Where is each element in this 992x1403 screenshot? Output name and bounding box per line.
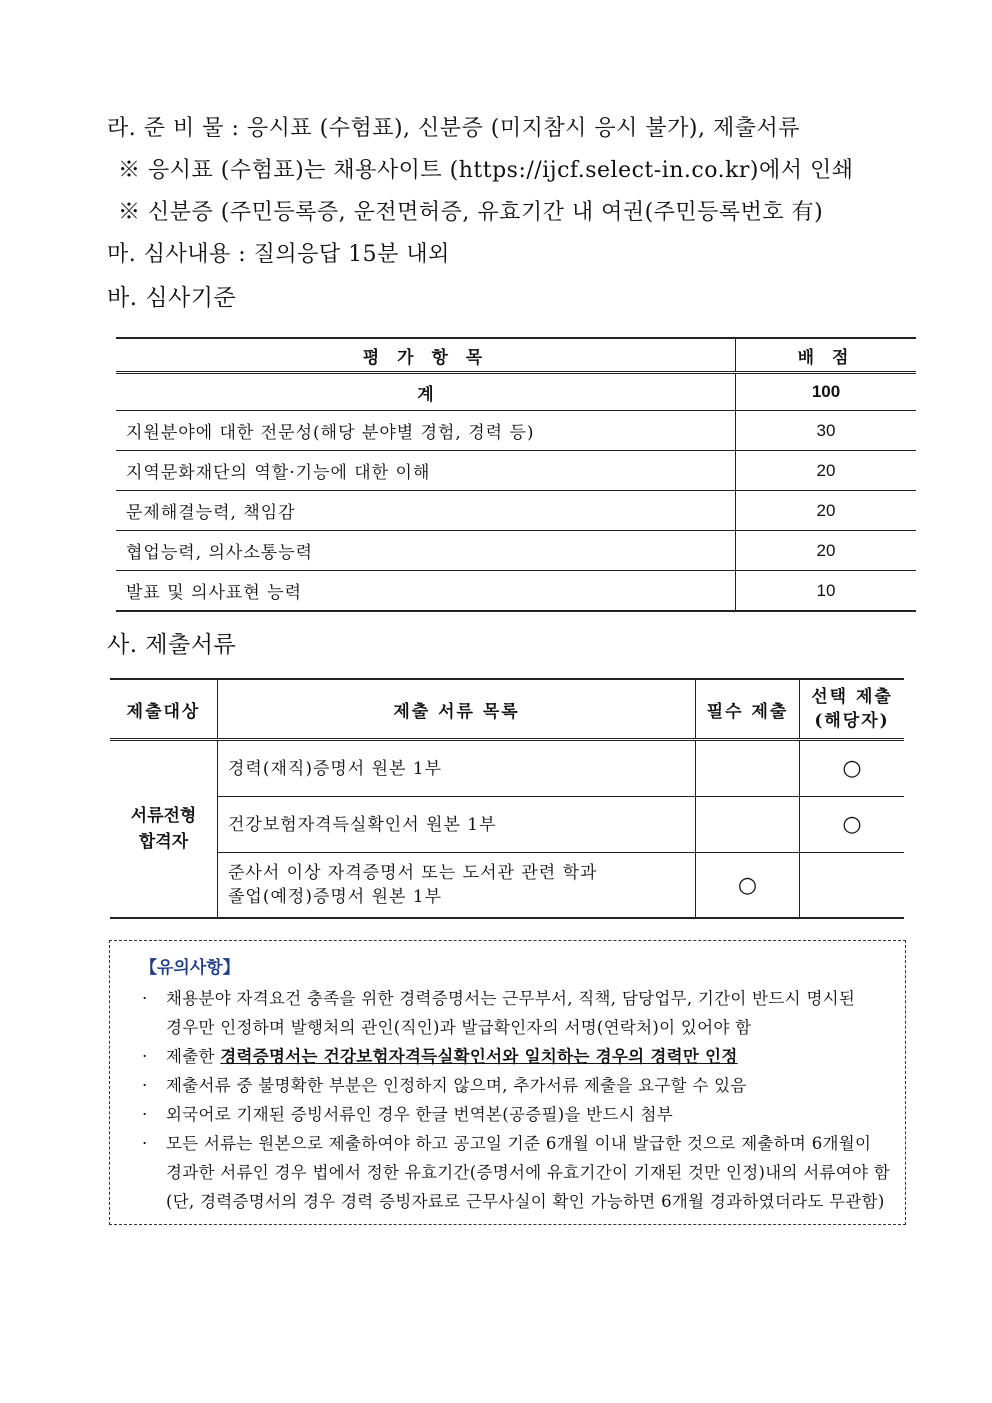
header-target: 제출대상 — [110, 679, 218, 740]
optional-mark — [800, 853, 905, 919]
table-row — [110, 740, 904, 797]
eval-item: 문제해결능력, 책임감 — [116, 491, 736, 531]
eval-item: 발표 및 의사표현 능력 — [116, 571, 736, 612]
table-row — [116, 451, 916, 491]
table-row — [110, 853, 904, 919]
header-doc-list: 제출 서류 목록 — [218, 679, 696, 740]
notice-item-5-cont1: 경과한 서류인 경우 법에서 정한 유효기간(증명서에 유효기간이 기재된 것만 인정)내의 서류여야 함 — [166, 1163, 891, 1182]
notice-box — [109, 940, 906, 1225]
total-label: 계 — [116, 373, 736, 411]
notice-emphasis: 경력증명서는 건강보험자격득실확인서와 일치하는 경우의 경력만 인정 — [220, 1047, 738, 1066]
section-sa-heading: 사. 제출서류 — [107, 632, 237, 658]
header-optional-line1: 선택 제출 — [811, 687, 893, 707]
notice-item-5-cont2: (단, 경력증명서의 경우 경력 증빙자료로 근무사실이 확인 가능하면 6개월 경과하였더라도 무관함) — [166, 1192, 885, 1211]
notice-text: 외국어로 기재된 증빙서류인 경우 한글 번역본(공증필)을 반드시 첨부 — [166, 1105, 673, 1124]
table-row — [116, 411, 916, 451]
doc-name — [218, 853, 696, 919]
notice-item-3 — [142, 1072, 747, 1096]
target-line2: 합격자 — [138, 832, 189, 852]
notice-text: 제출한 — [166, 1047, 221, 1066]
bullet: · — [142, 989, 148, 1008]
table-header-row — [110, 679, 904, 740]
doc-name: 건강보험자격득실확인서 원본 1부 — [218, 797, 696, 853]
table-row — [110, 797, 904, 853]
header-score: 배 점 — [736, 338, 917, 373]
bullet: · — [142, 1105, 148, 1124]
table-row — [116, 491, 916, 531]
notice-title: 【유의사항】 — [140, 958, 240, 978]
notice-item-1 — [142, 985, 855, 1009]
note-admission-ticket: ※ 응시표 (수험표)는 채용사이트 (https://ijcf.select-in.co.kr)에서 인쇄 — [118, 158, 854, 183]
section-ba-heading: 바. 심사기준 — [107, 285, 237, 311]
bullet: · — [142, 1076, 148, 1095]
eval-score: 10 — [736, 571, 917, 612]
table-row — [116, 531, 916, 571]
submission-documents-table — [110, 678, 904, 919]
required-mark — [696, 740, 800, 797]
optional-mark: ○ — [800, 797, 905, 853]
section-la: 라. 준 비 물 : 응시표 (수험표), 신분증 (미지참시 응시 불가), 제출서류 — [107, 116, 800, 141]
notice-text: 채용분야 자격요건 충족을 위한 경력증명서는 근무부서, 직책, 담당업무, 기간이 반드시 명시된 — [166, 989, 856, 1008]
notice-text: 모든 서류는 원본으로 제출하여야 하고 공고일 기준 6개월 이내 발급한 것으로 제출하며 6개월이 — [166, 1134, 872, 1153]
doc-name-line2: 졸업(예정)증명서 원본 1부 — [228, 887, 443, 907]
eval-score: 20 — [736, 531, 917, 571]
header-eval-item: 평 가 항 목 — [116, 338, 736, 373]
header-optional-line2: (해당자) — [814, 711, 890, 731]
eval-score: 20 — [736, 491, 917, 531]
notice-text: 제출서류 중 불명확한 부분은 인정하지 않으며, 추가서류 제출을 요구할 수 있음 — [166, 1076, 747, 1095]
header-required: 필수 제출 — [696, 679, 800, 740]
eval-item: 지원분야에 대한 전문성(해당 분야별 경험, 경력 등) — [116, 411, 736, 451]
eval-score: 20 — [736, 451, 917, 491]
target-line1: 서류전형 — [130, 806, 197, 826]
notice-item-4 — [142, 1101, 673, 1125]
required-mark: ○ — [696, 853, 800, 919]
total-row — [116, 373, 916, 411]
notice-item-5 — [142, 1130, 871, 1154]
eval-item: 지역문화재단의 역할·기능에 대한 이해 — [116, 451, 736, 491]
notice-item-2 — [142, 1043, 738, 1067]
required-mark — [696, 797, 800, 853]
eval-item: 협업능력, 의사소통능력 — [116, 531, 736, 571]
evaluation-criteria-table — [116, 337, 916, 612]
table-header-row — [116, 338, 916, 373]
bullet: · — [142, 1047, 148, 1066]
target-cell — [110, 740, 218, 919]
optional-mark: ○ — [800, 740, 905, 797]
notice-item-1-cont: 경우만 인정하며 발행처의 관인(직인)과 발급확인자의 서명(연락처)이 있어야 함 — [166, 1018, 752, 1037]
eval-score: 30 — [736, 411, 917, 451]
section-ma: 마. 심사내용 : 질의응답 15분 내외 — [107, 242, 450, 267]
doc-name-line1: 준사서 이상 자격증명서 또는 도서관 관련 학과 — [228, 863, 598, 883]
header-optional — [800, 679, 905, 740]
doc-name: 경력(재직)증명서 원본 1부 — [218, 740, 696, 797]
bullet: · — [142, 1134, 148, 1153]
total-score: 100 — [736, 373, 917, 411]
table-row — [116, 571, 916, 612]
note-id-card: ※ 신분증 (주민등록증, 운전면허증, 유효기간 내 여권(주민등록번호 有) — [118, 200, 824, 225]
